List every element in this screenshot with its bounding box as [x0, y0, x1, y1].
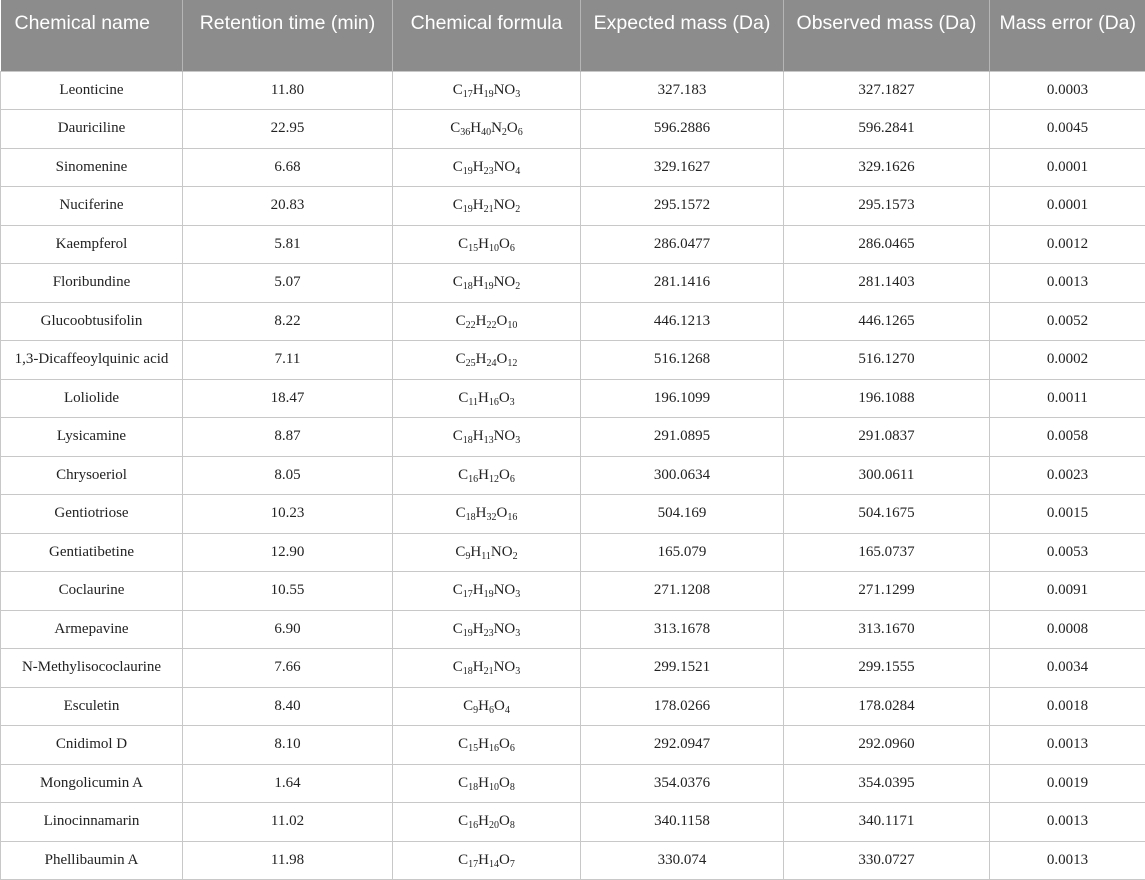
formula-element: C — [452, 582, 463, 599]
formula-subscript: 3 — [515, 589, 521, 601]
formula-element: H — [472, 659, 484, 676]
formula-subscript: 3 — [515, 435, 521, 447]
cell-expected-mass: 286.0477 — [581, 225, 784, 264]
cell-chemical-name: Loliolide — [1, 379, 183, 418]
formula-element: O — [499, 736, 510, 753]
formula-subscript: 3 — [509, 396, 515, 408]
cell-expected-mass: 295.1572 — [581, 187, 784, 226]
cell-mass-error: 0.0013 — [990, 841, 1145, 880]
formula-subscript: 24 — [486, 358, 497, 370]
cell-chemical-formula — [393, 302, 581, 341]
cell-chemical-formula — [393, 764, 581, 803]
formula-element: H — [472, 428, 484, 445]
cell-mass-error: 0.0018 — [990, 687, 1145, 726]
formula-element: N — [493, 659, 505, 676]
cell-chemical-name: Glucoobtusifolin — [1, 302, 183, 341]
table-row — [1, 418, 1145, 457]
cell-mass-error: 0.0058 — [990, 418, 1145, 457]
formula-subscript: 19 — [462, 165, 473, 177]
cell-mass-error: 0.0003 — [990, 71, 1145, 110]
formula-subscript: 2 — [501, 127, 507, 139]
formula-element: C — [458, 851, 469, 868]
cell-retention-time: 11.80 — [183, 71, 393, 110]
formula-subscript: 16 — [507, 512, 518, 524]
formula-element: O — [494, 697, 505, 714]
cell-retention-time: 6.68 — [183, 148, 393, 187]
table-row — [1, 341, 1145, 380]
cell-retention-time: 8.40 — [183, 687, 393, 726]
cell-mass-error: 0.0052 — [990, 302, 1145, 341]
formula-element: C — [458, 736, 469, 753]
cell-chemical-formula — [393, 456, 581, 495]
cell-chemical-name: Coclaurine — [1, 572, 183, 611]
formula-element: C — [452, 158, 463, 175]
formula-element: N — [490, 543, 502, 560]
cell-retention-time: 18.47 — [183, 379, 393, 418]
formula-subscript: 3 — [515, 627, 521, 639]
cell-expected-mass: 300.0634 — [581, 456, 784, 495]
cell-expected-mass: 292.0947 — [581, 726, 784, 765]
cell-chemical-name: Mongolicumin A — [1, 764, 183, 803]
formula-element: N — [491, 120, 502, 137]
formula-subscript: 8 — [509, 781, 515, 793]
cell-chemical-name: Chrysoeriol — [1, 456, 183, 495]
cell-observed-mass: 596.2841 — [784, 110, 990, 149]
cell-expected-mass: 446.1213 — [581, 302, 784, 341]
formula-subscript: 19 — [462, 627, 473, 639]
cell-chemical-name: Nuciferine — [1, 187, 183, 226]
cell-chemical-formula — [393, 495, 581, 534]
cell-retention-time: 8.22 — [183, 302, 393, 341]
cell-mass-error: 0.0013 — [990, 726, 1145, 765]
cell-mass-error: 0.0045 — [990, 110, 1145, 149]
formula-subscript: 10 — [489, 242, 499, 254]
formula-element: C — [450, 120, 461, 137]
formula-subscript: 19 — [483, 281, 494, 293]
formula-subscript: 2 — [515, 281, 521, 293]
formula-element: O — [496, 312, 508, 329]
cell-chemical-name: Gentiatibetine — [1, 533, 183, 572]
cell-observed-mass: 313.1670 — [784, 610, 990, 649]
formula-subscript: 4 — [504, 704, 510, 716]
cell-expected-mass: 330.074 — [581, 841, 784, 880]
formula-subscript: 18 — [462, 281, 473, 293]
table-row — [1, 610, 1145, 649]
table-row — [1, 649, 1145, 688]
formula-element: O — [504, 659, 516, 676]
formula-subscript: 21 — [483, 666, 494, 678]
cell-retention-time: 10.55 — [183, 572, 393, 611]
cell-retention-time: 11.02 — [183, 803, 393, 842]
cell-retention-time: 10.23 — [183, 495, 393, 534]
cell-chemical-formula — [393, 533, 581, 572]
cell-chemical-name: Gentiotriose — [1, 495, 183, 534]
cell-retention-time: 7.11 — [183, 341, 393, 380]
formula-subscript: 9 — [473, 704, 479, 716]
cell-mass-error: 0.0015 — [990, 495, 1145, 534]
formula-element: H — [475, 351, 487, 368]
cell-mass-error: 0.0013 — [990, 803, 1145, 842]
formula-subscript: 40 — [481, 127, 492, 139]
table-row — [1, 841, 1145, 880]
cell-chemical-name: Floribundine — [1, 264, 183, 303]
cell-expected-mass: 354.0376 — [581, 764, 784, 803]
formula-element: C — [458, 774, 469, 791]
table-row — [1, 264, 1145, 303]
cell-observed-mass: 295.1573 — [784, 187, 990, 226]
formula-element: H — [472, 197, 484, 214]
formula-subscript: 17 — [468, 858, 479, 870]
formula-element: O — [499, 774, 510, 791]
cell-mass-error: 0.0091 — [990, 572, 1145, 611]
formula-subscript: 25 — [465, 358, 476, 370]
cell-mass-error: 0.0002 — [990, 341, 1145, 380]
formula-subscript: 18 — [462, 666, 473, 678]
cell-chemical-name: Dauriciline — [1, 110, 183, 149]
formula-element: H — [472, 274, 484, 291]
formula-element: C — [458, 389, 469, 406]
formula-element: H — [472, 620, 484, 637]
formula-element: N — [493, 197, 505, 214]
formula-subscript: 2 — [512, 550, 518, 562]
cell-expected-mass: 327.183 — [581, 71, 784, 110]
cell-chemical-formula — [393, 148, 581, 187]
cell-observed-mass: 504.1675 — [784, 495, 990, 534]
cell-chemical-formula — [393, 418, 581, 457]
cell-observed-mass: 271.1299 — [784, 572, 990, 611]
formula-subscript: 17 — [462, 589, 473, 601]
formula-subscript: 19 — [462, 204, 473, 216]
formula-element: O — [506, 120, 518, 137]
formula-subscript: 16 — [468, 820, 479, 832]
cell-expected-mass: 516.1268 — [581, 341, 784, 380]
formula-element: C — [455, 312, 466, 329]
formula-element: O — [499, 813, 510, 830]
formula-element: C — [452, 659, 463, 676]
table-row — [1, 764, 1145, 803]
cell-chemical-name: Phellibaumin A — [1, 841, 183, 880]
table-row — [1, 726, 1145, 765]
formula-element: O — [498, 389, 510, 406]
table-row — [1, 225, 1145, 264]
cell-retention-time: 8.87 — [183, 418, 393, 457]
header-observed-mass: Observed mass (Da) — [784, 0, 990, 71]
formula-element: H — [478, 235, 489, 252]
formula-subscript: 15 — [468, 743, 479, 755]
table-row — [1, 187, 1145, 226]
formula-subscript: 22 — [486, 319, 497, 331]
formula-element: N — [493, 81, 505, 98]
formula-element: N — [493, 428, 505, 445]
cell-chemical-formula — [393, 803, 581, 842]
cell-retention-time: 5.81 — [183, 225, 393, 264]
cell-chemical-formula — [393, 726, 581, 765]
cell-observed-mass: 446.1265 — [784, 302, 990, 341]
cell-chemical-name: Kaempferol — [1, 225, 183, 264]
formula-element: O — [504, 81, 516, 98]
cell-mass-error: 0.0012 — [990, 225, 1145, 264]
formula-element: H — [475, 312, 487, 329]
formula-subscript: 20 — [489, 820, 499, 832]
cell-observed-mass: 286.0465 — [784, 225, 990, 264]
cell-expected-mass: 504.169 — [581, 495, 784, 534]
cell-mass-error: 0.0034 — [990, 649, 1145, 688]
formula-subscript: 16 — [488, 396, 499, 408]
cell-observed-mass: 196.1088 — [784, 379, 990, 418]
cell-chemical-name: Lysicamine — [1, 418, 183, 457]
formula-element: C — [452, 197, 463, 214]
cell-mass-error: 0.0019 — [990, 764, 1145, 803]
formula-element: O — [504, 428, 516, 445]
formula-element: C — [452, 274, 463, 291]
cell-retention-time: 8.10 — [183, 726, 393, 765]
formula-subscript: 4 — [515, 165, 521, 177]
header-retention-time: Retention time (min) — [183, 0, 393, 71]
formula-element: H — [477, 389, 489, 406]
formula-element: H — [472, 81, 484, 98]
cell-chemical-formula — [393, 687, 581, 726]
formula-element: O — [496, 351, 508, 368]
formula-element: C — [458, 813, 469, 830]
formula-element: C — [458, 235, 469, 252]
formula-subscript: 15 — [468, 242, 479, 254]
formula-subscript: 19 — [483, 589, 494, 601]
cell-chemical-formula — [393, 572, 581, 611]
formula-subscript: 6 — [509, 242, 515, 254]
cell-chemical-formula — [393, 110, 581, 149]
formula-subscript: 32 — [486, 512, 497, 524]
table-row — [1, 495, 1145, 534]
cell-observed-mass: 178.0284 — [784, 687, 990, 726]
formula-element: O — [504, 158, 516, 175]
formula-element: C — [463, 697, 474, 714]
formula-subscript: 12 — [489, 473, 499, 485]
formula-subscript: 23 — [483, 627, 494, 639]
table-row — [1, 687, 1145, 726]
formula-subscript: 19 — [483, 88, 494, 100]
formula-subscript: 16 — [468, 473, 479, 485]
cell-observed-mass: 340.1171 — [784, 803, 990, 842]
formula-element: H — [478, 697, 489, 714]
formula-subscript: 6 — [509, 743, 515, 755]
formula-element: H — [472, 582, 484, 599]
table-row — [1, 71, 1145, 110]
cell-retention-time: 22.95 — [183, 110, 393, 149]
cell-observed-mass: 329.1626 — [784, 148, 990, 187]
cell-chemical-formula — [393, 379, 581, 418]
formula-subscript: 11 — [481, 550, 491, 562]
header-expected-mass: Expected mass (Da) — [581, 0, 784, 71]
formula-element: N — [493, 582, 505, 599]
formula-subscript: 2 — [515, 204, 521, 216]
cell-chemical-formula — [393, 649, 581, 688]
cell-observed-mass: 354.0395 — [784, 764, 990, 803]
table-row — [1, 110, 1145, 149]
cell-retention-time: 11.98 — [183, 841, 393, 880]
table-row — [1, 533, 1145, 572]
cell-mass-error: 0.0013 — [990, 264, 1145, 303]
formula-subscript: 14 — [489, 858, 499, 870]
formula-subscript: 13 — [483, 435, 494, 447]
formula-element: C — [452, 428, 463, 445]
header-chemical-formula: Chemical formula — [393, 0, 581, 71]
formula-element: H — [478, 851, 489, 868]
cell-chemical-formula — [393, 225, 581, 264]
formula-element: O — [499, 851, 510, 868]
table-row — [1, 302, 1145, 341]
cell-mass-error: 0.0011 — [990, 379, 1145, 418]
formula-element: N — [493, 158, 505, 175]
formula-subscript: 18 — [468, 781, 479, 793]
cell-observed-mass: 281.1403 — [784, 264, 990, 303]
cell-expected-mass: 299.1521 — [581, 649, 784, 688]
formula-element: C — [455, 543, 466, 560]
cell-observed-mass: 516.1270 — [784, 341, 990, 380]
formula-element: O — [504, 274, 516, 291]
formula-subscript: 11 — [468, 396, 478, 408]
formula-element: C — [455, 505, 466, 522]
header-mass-error: Mass error (Da) — [990, 0, 1145, 71]
formula-subscript: 17 — [462, 88, 473, 100]
formula-element: O — [504, 582, 516, 599]
formula-element: C — [455, 351, 466, 368]
formula-subscript: 6 — [517, 127, 523, 139]
cell-retention-time: 7.66 — [183, 649, 393, 688]
formula-element: N — [493, 620, 505, 637]
cell-retention-time: 1.64 — [183, 764, 393, 803]
cell-chemical-name: N-Methylisococlaurine — [1, 649, 183, 688]
formula-element: H — [472, 158, 484, 175]
formula-element: O — [504, 620, 516, 637]
cell-expected-mass: 281.1416 — [581, 264, 784, 303]
formula-element: H — [478, 736, 489, 753]
formula-subscript: 12 — [507, 358, 518, 370]
formula-element: H — [475, 505, 487, 522]
formula-subscript: 18 — [462, 435, 473, 447]
cell-expected-mass: 291.0895 — [581, 418, 784, 457]
formula-element: C — [452, 620, 463, 637]
table-row — [1, 148, 1145, 187]
formula-subscript: 6 — [509, 473, 515, 485]
cell-expected-mass: 596.2886 — [581, 110, 784, 149]
cell-chemical-formula — [393, 841, 581, 880]
cell-expected-mass: 271.1208 — [581, 572, 784, 611]
cell-expected-mass: 313.1678 — [581, 610, 784, 649]
formula-subscript: 6 — [489, 704, 494, 716]
cell-observed-mass: 291.0837 — [784, 418, 990, 457]
formula-element: O — [499, 466, 510, 483]
cell-chemical-formula — [393, 71, 581, 110]
cell-mass-error: 0.0008 — [990, 610, 1145, 649]
formula-subscript: 3 — [515, 88, 521, 100]
formula-element: H — [470, 120, 482, 137]
cell-expected-mass: 329.1627 — [581, 148, 784, 187]
formula-subscript: 9 — [465, 550, 471, 562]
cell-chemical-formula — [393, 264, 581, 303]
cell-chemical-name: Leonticine — [1, 71, 183, 110]
cell-expected-mass: 340.1158 — [581, 803, 784, 842]
formula-subscript: 18 — [465, 512, 476, 524]
formula-element: H — [470, 543, 482, 560]
cell-mass-error: 0.0001 — [990, 148, 1145, 187]
table-body — [1, 71, 1145, 880]
table-row — [1, 803, 1145, 842]
formula-subscript: 7 — [509, 858, 515, 870]
formula-subscript: 8 — [509, 820, 515, 832]
formula-element: O — [501, 543, 513, 560]
cell-observed-mass: 165.0737 — [784, 533, 990, 572]
cell-chemical-formula — [393, 610, 581, 649]
formula-subscript: 21 — [483, 204, 494, 216]
cell-observed-mass: 292.0960 — [784, 726, 990, 765]
cell-retention-time: 6.90 — [183, 610, 393, 649]
cell-retention-time: 12.90 — [183, 533, 393, 572]
cell-mass-error: 0.0001 — [990, 187, 1145, 226]
cell-chemical-name: Linocinnamarin — [1, 803, 183, 842]
cell-expected-mass: 178.0266 — [581, 687, 784, 726]
formula-subscript: 3 — [515, 666, 521, 678]
header-row — [1, 0, 1145, 71]
formula-subscript: 23 — [483, 165, 494, 177]
cell-chemical-formula — [393, 341, 581, 380]
cell-observed-mass: 327.1827 — [784, 71, 990, 110]
cell-chemical-name: Cnidimol D — [1, 726, 183, 765]
formula-element: C — [452, 81, 463, 98]
formula-element: N — [493, 274, 505, 291]
formula-element: C — [458, 466, 469, 483]
cell-expected-mass: 196.1099 — [581, 379, 784, 418]
formula-element: H — [478, 813, 489, 830]
cell-expected-mass: 165.079 — [581, 533, 784, 572]
formula-subscript: 10 — [507, 319, 518, 331]
formula-element: H — [478, 774, 489, 791]
formula-subscript: 10 — [489, 781, 499, 793]
formula-element: O — [496, 505, 508, 522]
cell-mass-error: 0.0053 — [990, 533, 1145, 572]
table-row — [1, 572, 1145, 611]
formula-subscript: 16 — [489, 743, 499, 755]
cell-observed-mass: 330.0727 — [784, 841, 990, 880]
formula-element: O — [504, 197, 516, 214]
table-row — [1, 379, 1145, 418]
table-row — [1, 456, 1145, 495]
formula-element: O — [499, 235, 510, 252]
cell-chemical-name: Armepavine — [1, 610, 183, 649]
cell-retention-time: 5.07 — [183, 264, 393, 303]
cell-retention-time: 20.83 — [183, 187, 393, 226]
cell-observed-mass: 299.1555 — [784, 649, 990, 688]
formula-subscript: 36 — [460, 127, 471, 139]
table-header — [1, 0, 1145, 71]
formula-element: H — [478, 466, 489, 483]
cell-mass-error: 0.0023 — [990, 456, 1145, 495]
cell-chemical-name: 1,3-Dicaffeoylquinic acid — [1, 341, 183, 380]
cell-observed-mass: 300.0611 — [784, 456, 990, 495]
header-chemical-name: Chemical name — [1, 0, 183, 71]
cell-chemical-name: Esculetin — [1, 687, 183, 726]
formula-subscript: 22 — [465, 319, 476, 331]
cell-retention-time: 8.05 — [183, 456, 393, 495]
cell-chemical-formula — [393, 187, 581, 226]
cell-chemical-name: Sinomenine — [1, 148, 183, 187]
